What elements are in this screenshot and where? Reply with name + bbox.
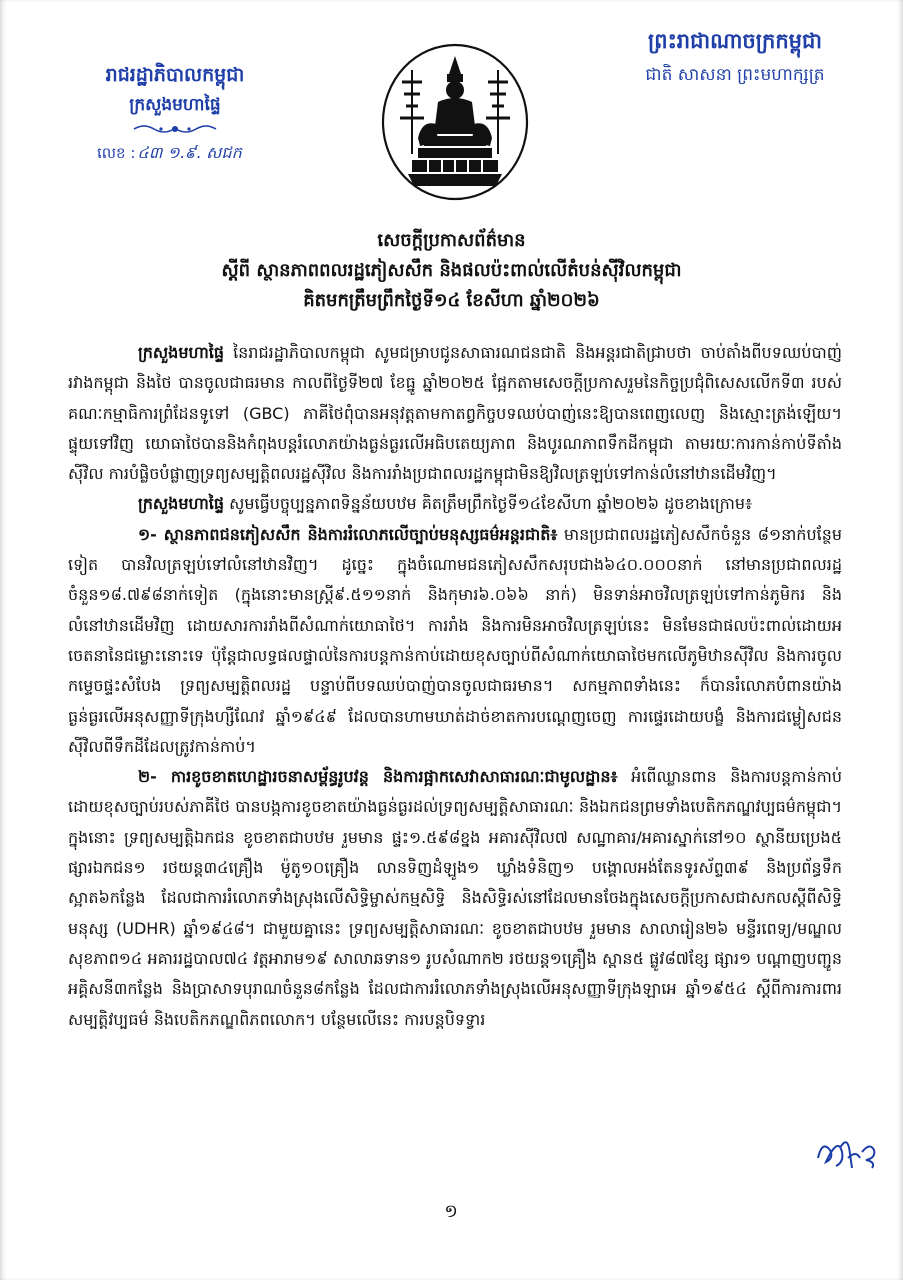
document-body	[68, 338, 842, 1170]
title-subject: ស្តីពី ស្ថានភាពពលរដ្ឋភៀសសឹក និងផលប៉ះពាល់លើតំបន់ស៊ីវិលកម្ពុជា	[221, 260, 682, 281]
intro-paragraph	[68, 338, 842, 489]
reference-label: លេខ :	[97, 144, 136, 162]
section-heading-2: ២- ការខូចខាតហេដ្ឋារចនាសម្ព័ន្ធរូបវន្ត និងការផ្អាកសេវាសាធារណៈជាមូលដ្ឋាន៖	[138, 767, 618, 787]
document-title	[60, 226, 843, 316]
national-motto: ជាតិ សាសនា ព្រះមហាក្សត្រ	[645, 65, 825, 85]
section-text-1: មានប្រជាពលរដ្ឋភៀសសឹកចំនួន ៨១នាក់បន្ថែមទៀត បានវិលត្រឡប់ទៅលំនៅឋានវិញ។ ដូច្នេះ ក្នុងចំណោមជនភៀសសឹកសរុបជាង៦៤០.០០០នាក់ នៅមានប្រជាពលរដ្ឋចំនួន១៨.៧៩៨នាក់ទៀត (ក្នុងនោះមានស្ត្រី៩.៥១១នាក់ និងកុមារ៦.០៦៦ នាក់) មិនទាន់អាចវិលត្រឡប់ទៅកាន់ភូមិករ និងលំនៅឋានដើមវិញ ដោយសារការរាំងពីសំណាក់យោធាថៃ។ ការរាំង និងការមិនអាចវិលត្រឡប់នេះ មិនមែនជាផលប៉ះពាល់ដោយអចេតនានៃជម្លោះនោះទេ ប៉ុន្តែជាលទ្ធផលផ្ទាល់នៃការបន្តកាន់កាប់ដោយខុសច្បាប់ពីសំណាក់យោធាថៃមកលើភូមិឋានស៊ីវិល និងការចូលកម្ទេចផ្ទះសំបែង ទ្រព្យសម្បត្តិពលរដ្ឋ បន្ទាប់ពីបទឈប់បាញ់បានចូលជាធរមាន។ សកម្មភាពទាំងនេះ ក៏បានរំលោភបំពានយ៉ាងធ្ងន់ធ្ងរលើអនុសញ្ញាទីក្រុងហ្សឺណែវ ឆ្នាំ១៩៤៩ ដែលបានហាមឃាត់ដាច់ខាតការបណ្តេញចេញ ការផ្ទេរដោយបង្ខំ និងការជម្លៀសជនស៊ីវិលពីទឹកដីដែលត្រូវកាន់កាប់។	[68, 524, 842, 756]
reference-number	[97, 140, 295, 166]
kingdom-name: ព្រះរាជាណាចក្រកម្ពុជា	[647, 28, 822, 53]
kingdom-block	[590, 24, 880, 92]
intro-text: នៃរាជរដ្ឋាភិបាលកម្ពុជា សូមជម្រាបជូនសាធារណជនជាតិ និងអន្តរជាតិជ្រាបថា ចាប់តាំងពីបទឈប់បាញ់រវាងកម្ពុជា និងថៃ បានចូលជាធរមាន កាលពីថ្ងៃទី២៧ ខែធ្នូ ឆ្នាំ២០២៥ ផ្អែកតាមសេចក្តីប្រកាសរួមនៃកិច្ចប្រជុំពិសេសលើកទី៣ របស់គណៈកម្មាធិការព្រំដែនទូទៅ (GBC) ភាគីថៃពុំបានអនុវត្តតាមកាតព្វកិច្ចបទឈប់បាញ់នេះឱ្យបានពេញលេញ និងស្មោះត្រង់ឡើយ។ ផ្ទុយទៅវិញ យោធាថៃបាននិងកំពុងបន្តរំលោភយ៉ាងធ្ងន់ធ្ងរលើអធិបតេយ្យភាព និងបូរណភាពទឹកដីកម្ពុជា តាមរយៈការកាន់កាប់ទីតាំងស៊ីវិល ការបំផ្លិចបំផ្លាញទ្រព្យសម្បត្តិពលរដ្ឋស៊ីវិល និងការរាំងប្រជាពលរដ្ឋកម្ពុជាមិនឱ្យវិលត្រឡប់ទៅកាន់លំនៅឋានដើមវិញ។	[68, 343, 842, 484]
title-date: គិតមកត្រឹមព្រឹកថ្ងៃទី១៤ ខែសីហា ឆ្នាំ២០២៦	[303, 290, 600, 311]
royal-emblem-icon	[378, 42, 532, 202]
update-text: សូមធ្វើបច្ចុប្បន្នភាពទិន្នន័យបឋម គិតត្រឹមព្រឹកថ្ងៃទី១៤ខែសីហា ឆ្នាំ២០២៦ ដូចខាងក្រោម៖	[224, 494, 753, 514]
ornament-divider-icon	[130, 122, 220, 136]
page-number: ១	[444, 1201, 458, 1222]
reference-value: ៤៣ ១.៩. សជក	[137, 143, 242, 162]
intro-lead: ក្រសួងមហាផ្ទៃ	[138, 343, 225, 362]
section-paragraph-1	[68, 520, 842, 762]
handwritten-initials-icon	[812, 1128, 882, 1176]
section-text-2: អំពើឈ្លានពាន និងការបន្តកាន់កាប់ដោយខុសច្បាប់របស់ភាគីថៃ បានបង្កការខូចខាតយ៉ាងធ្ងន់ធ្ងរដល់ទ្រព្យសម្បត្តិសាធារណៈ និងឯកជនព្រមទាំងបេតិកភណ្ឌវប្បធម៌កម្ពុជា។ ក្នុងនោះ ទ្រព្យសម្បត្តិឯកជន ខូចខាតជាបឋម រួមមាន ផ្ទះ១.៥៩៨ខ្នង អគារស៊ីវិល៧ សណ្ឋាគារ/អគារស្នាក់នៅ១០ ស្ថានីយប្រេង៥ ផ្សារឯកជន១ រថយន្ត៣៤គ្រឿង ម៉ូតូ១០គ្រឿង លានទិញដំឡូង១ ឃ្លាំងទំនិញ១ បង្គោលអង់តែនទូរស័ព្ទ៣៩ និងប្រព័ន្ធទឹកស្អាត៦កន្លែង ដែលជាការរំលោភទាំងស្រុងលើសិទ្ធិម្ចាស់កម្មសិទ្ធិ និងសិទ្ធិរស់នៅដែលមានចែងក្នុងសេចក្តីប្រកាសជាសកលស្តីពីសិទ្ធិមនុស្ស (UDHR) ឆ្នាំ១៩៤៨។ ជាមួយគ្នានេះ ទ្រព្យសម្បត្តិសាធារណៈ ខូចខាតជាបឋម រួមមាន សាលារៀន២៦ មន្ទីរពេទ្យ/មណ្ឌលសុខភាព១៤ អគាររដ្ឋបាល៧៤ វត្តអារាម១៩ សាលាឆទាន១ រូបសំណាក២ រថយន្ត១គ្រឿង ស្ពាន៥ ផ្លូវ៨៧ខ្សែ ផ្សារ១ បណ្តាញបញ្ជូនអគ្គិសនី៣កន្លែង និងប្រាសាទបុរាណចំនួន៨កន្លែង ដែលជាការរំលោភទាំងស្រុងលើអនុសញ្ញាទីក្រុងឡាអេ ឆ្នាំ១៩៥៤ ស្តីពីការការពារសម្បត្តិវប្បធម៌ និងបេតិកភណ្ឌពិភពលោក។ បន្ថែមលើនេះ ការបន្តបិទទ្វារ	[68, 767, 842, 1029]
title-heading: សេចក្តីប្រកាសព័ត៌មាន	[377, 230, 526, 251]
update-paragraph	[68, 489, 842, 519]
government-name: រាជរដ្ឋាភិបាលកម្ពុជា	[105, 64, 245, 86]
section-paragraph-2	[68, 762, 842, 1035]
issuer-block	[55, 60, 295, 166]
ministry-name: ក្រសួងមហាផ្ទៃ	[129, 95, 221, 115]
section-heading-1: ១- ស្ថានភាពជនភៀសសឹក និងការរំលោភលើច្បាប់មនុស្សធម៌អន្តរជាតិ៖	[138, 524, 558, 544]
update-lead: ក្រសួងមហាផ្ទៃ	[138, 494, 225, 514]
